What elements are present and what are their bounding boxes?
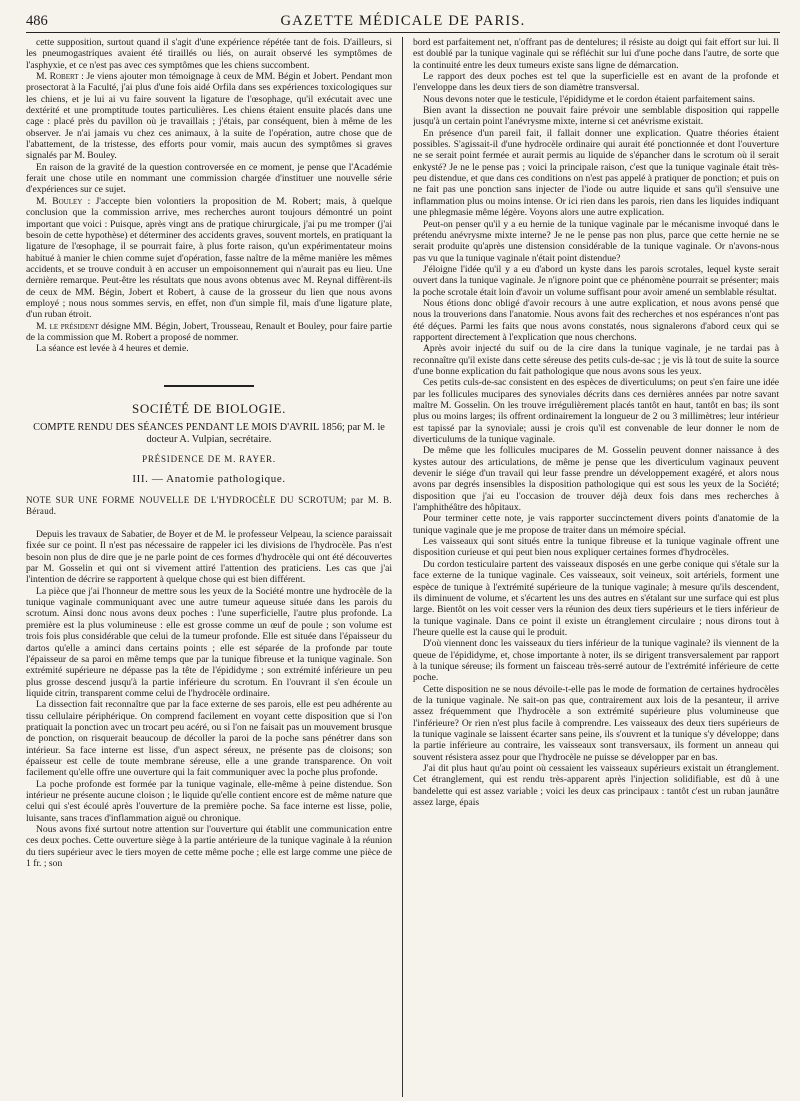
paragraph: En présence d'un pareil fait, il fallait donner une explication. Quatre théories étaient possibles. S'agissait-il d'une hydrocèle ordinaire qui aurait été ponctionnée et dont l'ouverture ne se serait point fermée et aurait permis au liquide de s'épancher dans le scrotum où il serait enkysté? Je ne le pense pas ; voici la principale raison, c'est que la tunique vaginale était très-peu distendue, et que dans ces conditions on n'est pas appelé à pratiquer de ponction; et puis on ne fait pas une ponction sans injecter de l'iode ou autre liquide et sans qu'il s'ensuive une inflammation plus ou moins intense. Or ici rien dans les parois, rien dans les liquides indiquant une phlegmasie même légère. Voyons alors une autre explication. xyxy=(413,127,779,219)
presidency-line: PRÉSIDENCE DE M. RAYER. xyxy=(142,454,276,465)
paragraph-text: J'accepte bien volontiers la proposition de M. Robert; mais, à quelque conclusion que la commission arrive, mes recherches auront toujours démontré un point important que voici : Puisque, après vingt ans de pratique chirurgicale, j'ai pu me tromper (j'ai besoin de cette hypothèse) et déterminer des accidents graves, souvent mortels, en pratiquant la ligature de l'œsophage, il se pourrait faire, à plus forte raison, qu'un expérimentateur moins habitué à manier le chien comme sujet d'opération, fasse naître de la même manière les mêmes accidents, et se trouve conduit à en accuser un empoisonnement qui n'aurait pas eu lieu. Une dernière remarque. Peut-être les résultats que nous avons obtenus avec M. Reynal diffèrent-ils de ceux de MM. Bégin, Jobert et Robert, à cause de la grosseur du lien que nous avons employé ; nous nous sommes servis, en effet, non d'un simple fil, mais d'une ligature plate, d'un ruban étroit. xyxy=(26,195,392,321)
paragraph-text: désigne MM. Bégin, Jobert, Trousseau, Renault et Bouley, pour faire partie de la commission que M. Robert a proposé de nommer. xyxy=(26,320,392,343)
section-heading: III. — Anatomie pathologique. xyxy=(132,472,286,485)
paragraph: Du cordon testiculaire partent des vaisseaux disposés en une gerbe conique qui s'étale sur la face externe de la tunique vaginale. Ces vaisseaux, soit veineux, soit artériels, forment une espèce de tunique à l'extrémité supérieure de la tunique vaginale; à mesure qu'ils descendent, ils diminuent de volume, et s'écartent les uns des autres en s'étalant sur une surface qui est plus large. Bientôt on les voit cesser vers la réunion des deux tiers supérieurs et le tiers inférieur de la tunique vaginale. Dans ce point il existe un étranglement circulaire ; nous dirons tout à l'heure quelle est la cause qui le produit. xyxy=(413,558,779,638)
column-rule xyxy=(402,37,403,1097)
speaker-name: M. Bouley : xyxy=(36,195,91,207)
paragraph-text: Je viens ajouter mon témoignage à ceux de MM. Bégin et Jobert. Pendant mon prosectorat à la Faculté, j'ai plus d'une fois aidé Orfila dans ses expériences toxicologiques sur les chiens, et je lui ai vu faire souvent la ligature de l'œsophage, qu'il exécutait avec une dextérité et une promptitude toutes particulières. Les chiens étaient ensuite placés dans une cage : placé près du pavillon où je travaillais ; j'étais, par conséquent, bien à même de les observer. Je n'ai jamais vu chez ces animaux, à la suite de l'opération, autre chose que de l'abattement, de la tristesse, des efforts pour vomir, mais aucun des symptômes si graves signalés par M. Bouley. xyxy=(26,71,392,162)
paragraph: La dissection fait reconnaître que par la face externe de ses parois, elle est peu adhérente au tissu cellulaire périphérique. On comprend facilement en voyant cette disposition que si l'on pratiquait la ponction avec un trocart peu acéré, ou si l'on ne faisait pas un mouvement brusque de ponction, on risquerait beaucoup de décoller la paroi de la poche sans pénétrer dans son intérieur. Sa face interne est lisse, d'un aspect séreux, ne présente pas de cloisons; son épaisseur est celle de toute membrane séreuse, elle a une grande transparence. On voit facilement qu'elle offre une ouverture qui la fait communiquer avec la poche plus profonde. xyxy=(26,699,392,779)
paragraph xyxy=(26,196,392,321)
note-title: NOTE SUR UNE FORME NOUVELLE DE L'HYDROCÈLE DU SCROTUM; par M. B. Béraud. xyxy=(26,495,392,517)
paragraph: La poche profonde est formée par la tunique vaginale, elle-même à peine distendue. Son intérieur ne présente aucune cloison ; le liquide qu'elle contient encore est de même nature que celui qui s'est écoulé après l'ouverture de la première poche. Sa face interne est lisse, polie, luisante, sans traces d'inflammation aiguë ou chronique. xyxy=(26,778,392,824)
paragraph: J'éloigne l'idée qu'il y a eu d'abord un kyste dans les parois scrotales, lequel kyste serait ouvert dans la tunique vaginale. Je n'ignore point que ce phénomène pourrait se présenter; mais la poche scrotale était loin d'avoir un volume suffisant pour avoir amené un semblable résultat. xyxy=(413,263,779,298)
paragraph: Bien avant la dissection ne pouvait faire prévoir une semblable disposition qui rappelle jusqu'à un certain point l'anévrysme mixte, interne si cet anévrisme existait. xyxy=(413,105,779,128)
running-header xyxy=(26,0,780,33)
paragraph: Nous avons fixé surtout notre attention sur l'ouverture qui établit une communication entre ces deux poches. Cette ouverture siège à la partie antérieure de la tunique vaginale à la réunion du tiers supérieur avec le tiers moyen de cette même poche ; elle est large comme une pièce de 1 fr. ; son xyxy=(26,824,392,870)
speaker-name: M. le président xyxy=(36,320,99,332)
paragraph: Cette disposition ne se nous dévoile-t-elle pas le mode de formation de certaines hydrocèles de la tunique vaginale. Ne sait-on pas que, contrairement aux lois de la pesanteur, il arrive assez fréquemment que l'hydrocèle a son extrémité supérieure plus volumineuse que l'inférieure? Or rien n'est plus facile à comprendre. Les vaisseaux des deux tiers supérieurs de la tunique vaginale se laissent écarter sans peine, ils s'ouvrent et la tunique s'y développe; dans la partie inférieure au contraire, les vaisseaux sont transversaux, ils forment un anneau qui souvent résistera assez pour que l'hydrocèle ne puisse se développer par en bas. xyxy=(413,683,779,763)
paragraph: Après avoir injecté du suif ou de la cire dans la tunique vaginale, je ne tardai pas à reconnaître qu'il existe dans cette séreuse des petits culs-de-sac ; je vis là tout de suite la source d'une bonne explication du fait pathologique que nous avons sous les yeux. xyxy=(413,343,779,377)
paragraph: La pièce que j'ai l'honneur de mettre sous les yeux de la Société montre une hydrocèle de la tunique vaginale communiquant avec une autre tumeur aqueuse située dans les parois du scrotum. Ainsi donc nous avons deux poches : l'une superficielle, l'autre plus profonde. La première est la plus volumineuse : elle est grosse comme un œuf de poule ; son volume est trois fois plus considérable que celui de la tumeur profonde. Elle est située dans l'épaisseur du dartos qu'elle a aminci dans certains points ; elle est séparée de la profonde par toute l'épaisseur de sa paroi en même temps que par la tunique fibreuse et la tunique vaginale. Son extrémité supérieure ne dépasse pas la tête de l'épididyme ; son extrémité inférieure un peu plus grosse descend jusqu'à la partie inférieure du scrotum. En l'ouvrant il s'en écoule un liquide citrin, transparent comme celui de l'hydrocèle ordinaire. xyxy=(26,585,392,699)
section-divider xyxy=(164,385,254,387)
paragraph xyxy=(26,321,392,344)
paragraph: D'où viennent donc les vaisseaux du tiers inférieur de la tunique vaginale? ils viennent de la queue de l'épididyme, et, chose importante à noter, ils se dirigent transversalement par rapport à la tunique séreuse; ils forment un faisceau très-serré autour de l'extrémité inférieure de cette poche. xyxy=(413,638,779,684)
paragraph: cette supposition, surtout quand il s'agit d'une expérience répétée tant de fois. D'ailleurs, si les pneumogastriques avaient été tiraillés ou liés, on aurait observé les symptômes de l'asphyxie, et ce n'est pas avec ces symptômes que les chiens succombent. xyxy=(26,37,392,71)
speaker-name: M. Robert : xyxy=(36,71,84,83)
page-number: 486 xyxy=(26,13,48,29)
right-column xyxy=(413,37,779,1097)
society-heading: SOCIÉTÉ DE BIOLOGIE. xyxy=(132,400,286,416)
paragraph xyxy=(26,71,392,162)
paragraph: Peut-on penser qu'il y a eu hernie de la tunique vaginale par le mécanisme invoqué dans le prétendu anévrysme mixte interne? Je ne le pense pas non plus, parce que cette hernie ne se serait produite qu'après une distension considérable de la tunique vaginale. Or n'avons-nous pas vu que la tunique vaginale n'était point distendue? xyxy=(413,218,779,264)
paragraph: J'ai dit plus haut qu'au point où cessaient les vaisseaux supérieurs existait un étranglement. Cet étranglement, qui est rendu très-apparent après l'injection solidifiable, est dû à une bandelette qui est assez variable ; voici les deux cas principaux : tantôt c'est un ruban jaunâtre assez large, épais xyxy=(413,763,779,809)
journal-title: GAZETTE MÉDICALE DE PARIS. xyxy=(280,13,526,29)
paragraph: En raison de la gravité de la question controversée en ce moment, je pense que l'Académie ferait une chose utile en nommant une commission chargée d'instituer une nouvelle série d'expériences sur ce sujet. xyxy=(26,161,392,196)
paragraph: Le rapport des deux poches est tel que la superficielle est en avant de la profonde et l'enveloppe dans les deux tiers de son diamètre transversal. xyxy=(413,71,779,94)
left-column xyxy=(26,37,392,1097)
session-report-title: COMPTE RENDU DES SÉANCES PENDANT LE MOIS D'AVRIL 1856; par M. le docteur A. Vulpian, secrétaire. xyxy=(33,421,385,446)
paragraph: Pour terminer cette note, je vais rapporter succinctement divers points d'anatomie de la tunique vaginale que je me propose de traiter dans un mémoire spécial. xyxy=(413,513,779,536)
paragraph: Depuis les travaux de Sabatier, de Boyer et de M. le professeur Velpeau, la science paraissait fixée sur ce point. Il n'est pas nécessaire de rappeler ici les divisions de l'hydrocèle. Pas n'est besoin non plus de dire que je ne parle point de ces formes d'hydrocèle qui ont été découvertes par M. Gosselin et qui ont si vivement attiré l'attention des praticiens. Les cas que j'ai l'intention de décrire se rapportent à quelque chose qui est bien différent. xyxy=(26,529,392,586)
paragraph: Ces petits culs-de-sac consistent en des espèces de diverticulums; on peut s'en faire une idée par les follicules mucipares des synoviales décrits dans ces dernières années par notre savant maître M. Gosselin. On les trouve irrégulièrement placés tantôt en haut, tantôt en bas; ils sont plus ou moins larges; ils offrent ordinairement la longueur de 2 ou 3 millimètres; leur intérieur est tapissé par la synoviale; aussi je crois qu'il est convenable de leur donner le nom de diverticulums de la tunique vaginale. xyxy=(413,377,779,446)
paragraph: Les vaisseaux qui sont situés entre la tunique fibreuse et la tunique vaginale offrent une disposition curieuse et qui peut bien nous expliquer certaines formes d'hydrocèles. xyxy=(413,536,779,559)
paragraph: Nous étions donc obligé d'avoir recours à une autre explication, et nous avons pensé que nous la trouverions dans l'anatomie. Nous avons fait des recherches et nos espérances n'ont pas été déçues. Parmi les faits que nous avons constatés, nous signalerons d'abord ceux qui se rapportent directement à l'explication que nous cherchons. xyxy=(413,297,779,343)
paragraph: Nous devons noter que le testicule, l'épididyme et le cordon étaient parfaitement sains. xyxy=(423,93,756,105)
paragraph: De même que les follicules mucipares de M. Gosselin peuvent donner naissance à des kystes autour des articulations, de même je pense que les diverticulum vaginaux peuvent devenir le siége d'un travail qui leur fasse prendre un développement exagéré, et alors nous avons par degrés insensibles la disposition pathologique qui est sous les yeux de la Société; disposition que j'ai eu l'occasion de trouver déjà deux fois dans mes recherches à l'amphithéâtre des hôpitaux. xyxy=(413,445,779,514)
paragraph: bord est parfaitement net, n'offrant pas de dentelures; il résiste au doigt qui fait effort sur lui. Il est doublé par la tunique vaginale qui se réfléchit sur lui d'une poche dans l'autre, de sorte que la continuité entre les deux tumeurs existe sans ligne de démarcation. xyxy=(413,37,779,71)
two-column-body xyxy=(26,37,780,1097)
paragraph: La séance est levée à 4 heures et demie. xyxy=(36,343,189,355)
